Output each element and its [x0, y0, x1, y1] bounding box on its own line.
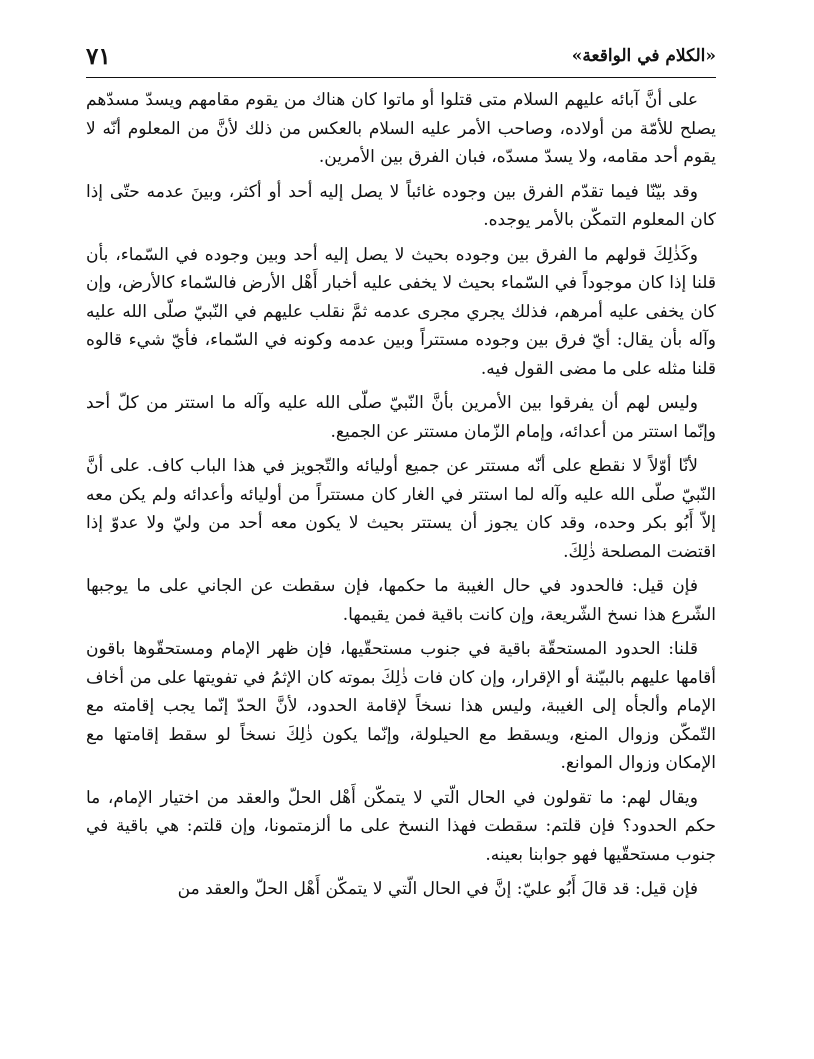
paragraph: وليس لهم أن يفرقوا بين الأمرين بأنَّ النّبيّ صلّى الله عليه وآله ما استتر من كلّ أحد وإنّما استتر من أعدائه، وإمام الزّمان مستتر عن الجميع.	[86, 393, 716, 442]
paragraph: قلنا: الحدود المستحقّة باقية في جنوب مستحقّيها، فإن ظهر الإمام ومستحقّوها باقون أقامها عليهم بالبيّنة أو الإقرار، وإن كان فات ذٰلِكَ بموته كان الإثمُ في تفويتها على من أخاف الإمام وألجأه إلى الغيبة، وليس هذا نسخاً لإقامة الحدود، لأنَّ الحدّ إنّما يجب إقامته مع التّمكّن وزوال المنع، ويسقط مع الحيلولة، وإنّما يكون ذٰلِكَ نسخاً لو سقط إقامتها مع الإمكان وزوال الموانع.	[86, 639, 716, 773]
page-number: ٧١	[86, 42, 111, 70]
paragraph: وقد بيّنّا فيما تقدّم الفرق بين وجوده غائباً لا يصل إليه أحد أو أكثر، وبينَ عدمه حتّى إذا كان المعلوم التمكّن بالأمر يوجده.	[86, 181, 716, 230]
running-title: «الكلام في الواقعة»	[571, 46, 716, 66]
paragraph: لأنّا أوّلاً لا نقطع على أنّه مستتر عن جميع أوليائه والتّجويز في هذا الباب كاف. على أنَّ النّبيّ صلّى الله عليه وآله لما استتر في الغار كان مستتراً من أوليائه وأعدائه ولم يكن معه إلاّ أَبُو بكر وحده، وقد كان يجوز أن يستتر بحيث لا يكون معه أحد من وليّ ولا عدوّ إذا اقتضت المصلحة ذٰلِكَ.	[86, 456, 716, 562]
paragraph: ويقال لهم: ما تقولون في الحال الّتي لا يتمكّن أَهْل الحلّ والعقد من اختيار الإمام، ما حكم الحدود؟ فإن قلتم: سقطت فهذا النسخ على ما ألزمتمونا، وإن قلتم: هي باقية في جنوب مستحقّيها فهو جوابنا بعينه.	[86, 787, 716, 865]
paragraph: على أنَّ آبائه عليهم السلام متى قتلوا أو ماتوا كان هناك من يقوم مقامهم ويسدّ مسدّهم يصلح للأمّة من أولاده، وصاحب الأمر عليه السلام بالعكس من ذلك لأنَّ من المعلوم أنّه لا يقوم أحد مقامه، ولا يسدّ مسدّه، فبان الفرق بين الأمرين.	[86, 90, 716, 167]
page-header	[86, 36, 716, 76]
paragraph: فإن قيل: قد قالَ أَبُو عليّ: إنَّ في الحال الّتي لا يتمكّن أَهْل الحلّ والعقد من	[177, 879, 698, 899]
header-rule	[86, 77, 716, 78]
body-text	[86, 86, 716, 910]
paragraph: وكَذٰلِكَ قولهم ما الفرق بين وجوده بحيث لا يصل إليه أحد وبين وجوده في السّماء، بأن قلنا إذا كان موجوداً في السّماء بحيث لا يخفى عليه أخبار أَهْل الأرض فالسّماء كالأرض، وإن كان يخفى عليه أمرهم، فذلك يجري مجرى عدمه ثمَّ نقلب عليهم في النّبيّ صلّى الله عليه وآله بأن يقال: أيّ فرق بين وجوده مستتراً وبين عدمه وكونه في السّماء، فأيّ شيء قالوه قلنا مثله على ما مضى القول فيه.	[86, 244, 716, 379]
paragraph: فإن قيل: فالحدود في حال الغيبة ما حكمها، فإن سقطت عن الجاني على ما يوجبها الشّرع هذا نسخ الشّريعة، وإن كانت باقية فمن يقيمها.	[86, 576, 716, 625]
